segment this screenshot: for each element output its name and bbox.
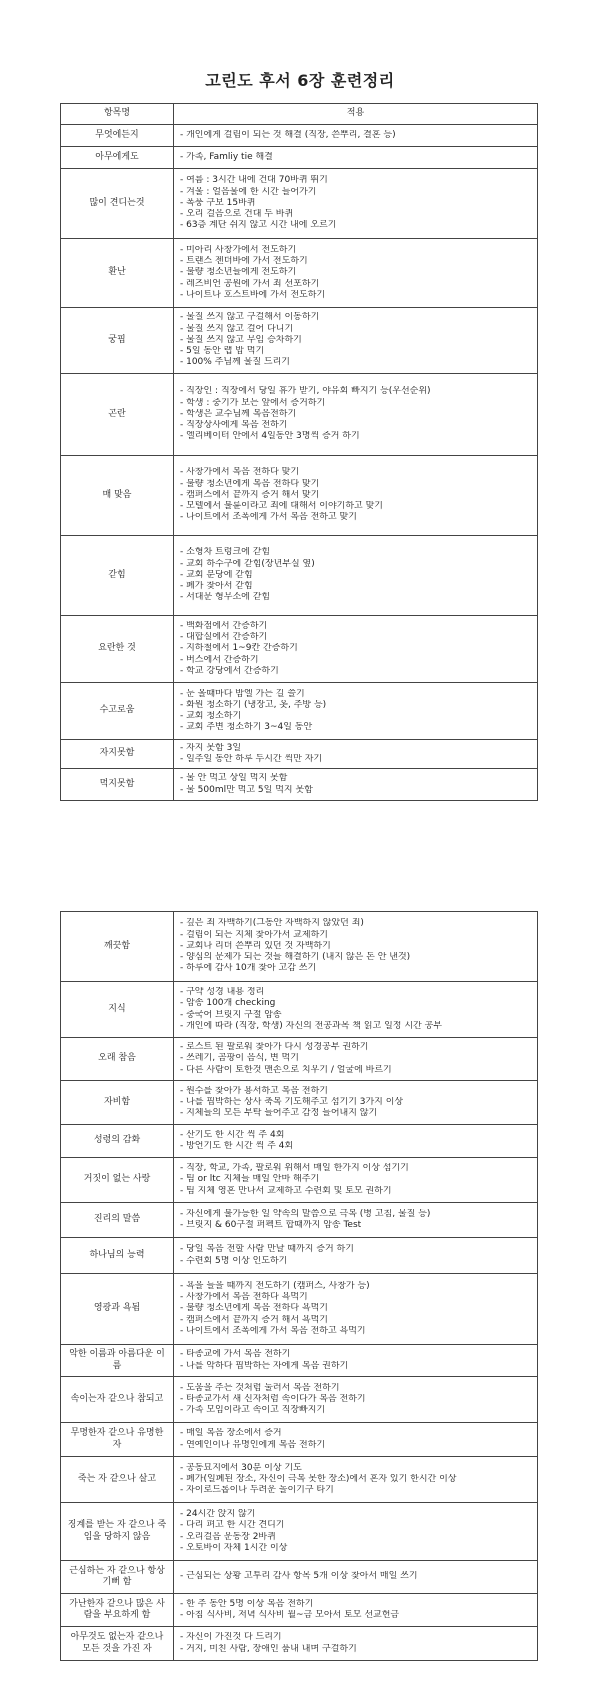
application-line: - 학생은 교수님께 복음전하기: [180, 408, 297, 419]
item-application: [174, 1158, 538, 1203]
table-row: [61, 1158, 538, 1203]
table-row: [61, 1457, 538, 1503]
application-line: - 거지, 미친 사람, 장애인 품내 내며 구걸하기: [180, 1643, 357, 1654]
item-name: 악한 이름과 아름다운 이름: [61, 1345, 174, 1377]
table-row: [61, 1038, 538, 1081]
header-item-name: 항목명: [61, 104, 174, 125]
item-name: 근심하는 자 같으나 항상 기뻐 함: [61, 1561, 174, 1594]
application-line: - 소형차 트렁크에 갇힘: [180, 547, 271, 558]
application-line: - 직장인 : 직장에서 당일 휴가 받기, 야유회 빠지기 등(우선순위): [180, 386, 431, 397]
item-application: [174, 1081, 538, 1125]
application-line: - 수련회 5명 이상 인도하기: [180, 1255, 288, 1266]
header-application: 적용: [174, 104, 538, 125]
application-line: - 깊은 죄 자백하기(그동안 자백하지 않았던 죄): [180, 918, 364, 929]
application-line: - 엘리베이터 안에서 4일동안 3명씩 증거 하기: [180, 431, 360, 442]
application-line: - 백화점에서 간증하기: [180, 620, 268, 631]
application-line: - 여름 : 3시간 내에 건대 70바퀴 뛰기: [180, 175, 328, 186]
application-line: - 욕을 들을 때까지 전도하기 (캠퍼스, 사창가 등): [180, 1280, 370, 1291]
table-row: [61, 125, 538, 147]
table-row: [61, 1345, 538, 1377]
item-application: [174, 1457, 538, 1503]
item-application: [174, 616, 538, 683]
item-name: 속이는자 같으나 참되고: [61, 1377, 174, 1423]
application-line: - 중국어 브릿지 구절 암송: [180, 1009, 282, 1020]
item-application: [174, 169, 538, 239]
item-application: [174, 1627, 538, 1661]
application-line: - 모텔에서 불륜이라고 죄에 대해서 이야기하고 맞기: [180, 501, 383, 512]
table-row: [61, 1203, 538, 1238]
application-line: - 근심되는 상황 고투리 감사 항목 5개 이상 찾아서 매일 쓰기: [180, 1571, 418, 1582]
table-row: [61, 1594, 538, 1627]
application-line: - 공동묘지에서 30분 이상 기도: [180, 1462, 302, 1473]
item-application: [174, 374, 538, 456]
application-line: - 서대문 형무소에 갇힘: [180, 592, 271, 603]
application-line: - 원수를 찾아가 용서하고 복음 전하기: [180, 1085, 328, 1096]
application-line: - 100% 주님께 물질 드리기: [180, 357, 290, 368]
table-row: [61, 536, 538, 616]
table-row: [61, 374, 538, 456]
item-name: 무엇에든지: [61, 125, 174, 147]
item-application: [174, 1561, 538, 1594]
application-line: - 직장, 학교, 가족, 팔로워 위해서 매일 한가지 이상 섬기기: [180, 1163, 409, 1174]
table-row: [61, 239, 538, 308]
application-line: - 겨울 : 얼음물에 한 시간 들어가기: [180, 186, 317, 197]
item-application: [174, 239, 538, 308]
application-line: - 물질 쓰지 않고 걸어 다니기: [180, 323, 294, 334]
application-line: - 양심의 문제가 되는 것들 해결하기 (내지 않은 돈 안 낸것): [180, 952, 411, 963]
application-line: - 사창가에서 복음 전하다 욕먹기: [180, 1292, 308, 1303]
item-name: 아무것도 없는자 같으나 모든 것을 가진 자: [61, 1627, 174, 1661]
training-table-1: [60, 103, 538, 801]
item-name: 환난: [61, 239, 174, 308]
application-line: - 타종교가서 새 신자처럼 속이다가 복음 전하기: [180, 1393, 366, 1404]
application-line: - 오토바이 자체 1시간 이상: [180, 1542, 288, 1553]
item-application: [174, 740, 538, 769]
application-line: - 나이트나 호스트바에 가서 전도하기: [180, 289, 326, 300]
table-header-row: [61, 104, 538, 125]
item-name: 매 맞음: [61, 456, 174, 536]
item-name: 진리의 말씀: [61, 1203, 174, 1238]
item-name: 영광과 욕됨: [61, 1274, 174, 1345]
application-line: - 화원 청소하기 (냉장고, 옷, 주방 등): [180, 699, 327, 710]
item-application: [174, 912, 538, 982]
application-line: - 캠퍼스에서 끝까지 증거 해서 욕먹기: [180, 1314, 328, 1325]
application-line: - 5일 동안 랩 밥 먹기: [180, 346, 265, 357]
item-name: 많이 견디는것: [61, 169, 174, 239]
table-row: [61, 169, 538, 239]
application-line: - 폐가(일폐된 장소, 자신이 극복 못한 장소)에서 혼자 있기 한시간 이상: [180, 1473, 457, 1484]
application-line: - 팀 지체 영혼 만나서 교제하고 수련회 및 토모 권하기: [180, 1185, 392, 1196]
application-line: - 버스에서 간증하기: [180, 654, 259, 665]
application-line: - 오리걸음 운동장 2바퀴: [180, 1531, 276, 1542]
table-row: [61, 740, 538, 769]
application-line: - 교회 하수구에 갇힘(장년부실 옆): [180, 558, 315, 569]
item-application: [174, 1503, 538, 1561]
application-line: - 물질 쓰지 않고 무임 승차하기: [180, 334, 302, 345]
application-line: - 학생 : 중기가 보는 앞에서 증거하기: [180, 397, 326, 408]
table-row: [61, 1081, 538, 1125]
item-application: [174, 1203, 538, 1238]
table-row: [61, 1561, 538, 1594]
application-line: - 자이로드롭이나 두려운 놀이기구 타기: [180, 1485, 334, 1496]
application-line: - 한 주 동안 5명 이상 복음 전하기: [180, 1598, 314, 1609]
application-line: - 교회 청소하기: [180, 711, 242, 721]
item-application: [174, 1038, 538, 1081]
application-line: - 교회 분당에 갇힘: [180, 569, 253, 580]
application-line: - 개인에 따라 (직장, 학생) 자신의 전공과목 책 읽고 일정 시간 공부: [180, 1020, 442, 1031]
application-line: - 걸림이 되는 지체 찾아가서 교제하기: [180, 929, 328, 940]
application-line: - 나를 악하다 핍박하는 자에게 복음 권하기: [180, 1360, 349, 1371]
table-row: [61, 1125, 538, 1158]
application-line: - 직장상사에게 복음 전하기: [180, 420, 288, 431]
application-line: - 불량 청소년에게 복음 전하다 욕먹기: [180, 1303, 328, 1314]
item-name: 깨끗함: [61, 912, 174, 982]
application-line: - 로스트 된 팔로워 찾아가 다시 성경공부 권하기: [180, 1042, 369, 1053]
application-line: - 지체들의 모든 부탁 들어주고 감정 들어내지 않기: [180, 1108, 378, 1119]
item-name: 오래 참음: [61, 1038, 174, 1081]
table-row: [61, 1274, 538, 1345]
table-row: [61, 1503, 538, 1561]
item-application: [174, 536, 538, 616]
table-row: [61, 1377, 538, 1423]
item-application: [174, 1125, 538, 1158]
item-name: 거짓이 없는 사랑: [61, 1158, 174, 1203]
item-name: 아무에게도: [61, 147, 174, 169]
item-application: [174, 1345, 538, 1377]
application-line: - 오리 걸음으로 건대 두 바퀴: [180, 209, 294, 220]
item-name: 지식: [61, 982, 174, 1038]
item-name: 무명한자 같으나 유명한 자: [61, 1423, 174, 1457]
application-line: - 팀 or ltc 지체들 매일 안마 해주기: [180, 1174, 320, 1185]
application-line: - 가족, Famliy tie 해결: [180, 151, 273, 162]
application-line: - 하루에 감사 10개 찾아 고감 쓰기: [180, 963, 317, 974]
item-application: [174, 1274, 538, 1345]
application-line: - 구약 성경 내용 정리: [180, 987, 265, 997]
item-name: 궁핍: [61, 308, 174, 374]
table-row: [61, 982, 538, 1038]
item-application: [174, 683, 538, 740]
application-line: - 일주일 동안 하루 두시간 씩만 자기: [180, 754, 323, 764]
item-application: [174, 1238, 538, 1274]
application-line: - 폭풍 구보 15바퀴: [180, 197, 256, 208]
table-row: [61, 147, 538, 169]
application-line: - 불량 청소년에게 복음 전하다 맞기: [180, 478, 320, 489]
item-name: 자지못함: [61, 740, 174, 769]
application-line: - 미아리 사창가에서 전도하기: [180, 244, 297, 255]
application-line: - 물 안 먹고 상일 먹지 못함: [180, 773, 288, 784]
item-name: 수고로움: [61, 683, 174, 740]
application-line: - 24시간 앉지 않기: [180, 1509, 256, 1519]
application-line: - 개인에게 걸림이 되는 것 해결 (직장, 쓴뿌리, 결혼 등): [180, 129, 396, 140]
application-line: - 자신에게 불가능한 일 약속의 말씀으로 극복 (병 고침, 물질 등): [180, 1208, 431, 1219]
application-line: - 연예인이나 유명인에게 복음 전하기: [180, 1439, 326, 1450]
application-line: - 산기도 한 시간 씩 주 4회: [180, 1129, 285, 1140]
application-line: - 물 500ml만 먹고 5일 먹지 못함: [180, 784, 313, 795]
application-line: - 교회나 리더 쓴뿌리 있던 것 자백하기: [180, 940, 331, 951]
application-line: - 다른 사람이 토한것 맨손으로 치우기 / 얼굴에 바르기: [180, 1064, 392, 1075]
application-line: - 눈 올때마다 밤엘 가는 길 쓸기: [180, 688, 305, 699]
item-name: 요란한 것: [61, 616, 174, 683]
item-name: 가난한자 같으나 많은 사람을 부요하게 함: [61, 1594, 174, 1627]
item-application: [174, 1594, 538, 1627]
application-line: - 자신이 가진것 다 드리기: [180, 1632, 282, 1643]
table-row: [61, 1627, 538, 1661]
item-name: 징계를 받는 자 같으나 죽임을 당하지 않음: [61, 1503, 174, 1561]
application-line: - 물질 쓰지 않고 구걸해서 이동하기: [180, 312, 320, 323]
application-line: - 교회 주변 청소하기 3~4일 동안: [180, 722, 313, 733]
table-row: [61, 308, 538, 374]
item-application: [174, 1377, 538, 1423]
application-line: - 매일 복음 장소에서 증거: [180, 1428, 282, 1439]
application-line: - 63층 계단 쉬지 않고 시간 내에 오르기: [180, 220, 337, 231]
application-line: - 대합실에서 간증하기: [180, 632, 268, 643]
table-row: [61, 912, 538, 982]
item-name: 자비함: [61, 1081, 174, 1125]
application-line: - 자지 못함 3일: [180, 742, 242, 753]
application-line: - 암송 100개 checking: [180, 998, 276, 1009]
application-line: - 나이트에서 조폭에게 가서 복음 전하고 맞기: [180, 512, 357, 523]
application-line: - 나를 핍박하는 상사 축복 기도해주고 섬기기 3가지 이상: [180, 1096, 404, 1107]
table-row: [61, 1238, 538, 1274]
application-line: - 도움을 주는 것처럼 둘러서 복음 전하기: [180, 1382, 340, 1393]
item-name: 먹지못함: [61, 769, 174, 801]
item-name: 성령의 감화: [61, 1125, 174, 1158]
item-name: 하나님의 능력: [61, 1238, 174, 1274]
application-line: - 타종교에 가서 복음 전하기: [180, 1349, 291, 1360]
table-row: [61, 1423, 538, 1457]
application-line: - 레즈비언 공원에 가서 죄 선포하기: [180, 278, 320, 289]
application-line: - 캠퍼스에서 끝까지 증거 해서 맞기: [180, 489, 320, 500]
application-line: - 아침 식사비, 저녁 식사비 월~금 모아서 토모 선교헌금: [180, 1610, 400, 1620]
item-application: [174, 125, 538, 147]
table-row: [61, 616, 538, 683]
application-line: - 불량 청소년들에게 전도하기: [180, 267, 297, 278]
application-line: - 사창가에서 복음 전하다 맞기: [180, 467, 300, 478]
page-title: 고린도 후서 6장 훈련정리: [205, 71, 395, 90]
application-line: - 브릿지 & 60구절 퍼펙트 합때까지 암송 Test: [180, 1220, 362, 1230]
item-application: [174, 1423, 538, 1457]
item-application: [174, 982, 538, 1038]
table-row: [61, 456, 538, 536]
application-line: - 당일 복음 전할 사람 만날 때까지 증거 하기: [180, 1244, 354, 1255]
application-line: - 트랜스 젠더바에 가서 전도하기: [180, 256, 308, 267]
item-application: [174, 308, 538, 374]
item-application: [174, 769, 538, 801]
item-name: 곤란: [61, 374, 174, 456]
item-name: 죽는 자 같으나 살고: [61, 1457, 174, 1503]
application-line: - 가족 모임이라고 속이고 직장빠지기: [180, 1405, 326, 1416]
application-line: - 방언기도 한 시간 씩 주 4회: [180, 1141, 294, 1151]
table-row: [61, 683, 538, 740]
application-line: - 쓰레기, 곰팡이 음식, 변 먹기: [180, 1053, 299, 1064]
item-application: [174, 456, 538, 536]
application-line: - 학교 강당에서 간증하기: [180, 665, 279, 676]
table-row: [61, 769, 538, 801]
application-line: - 나이트에서 조폭에게 가서 복음 전하고 욕먹기: [180, 1325, 366, 1336]
application-line: - 지하철에서 1~9칸 간증하기: [180, 643, 298, 654]
training-table-2: [60, 911, 538, 1661]
item-name: 갇힘: [61, 536, 174, 616]
item-application: [174, 147, 538, 169]
application-line: - 다리 펴고 한 시간 견디기: [180, 1520, 285, 1531]
application-line: - 폐가 찾아서 갇힘: [180, 581, 253, 592]
